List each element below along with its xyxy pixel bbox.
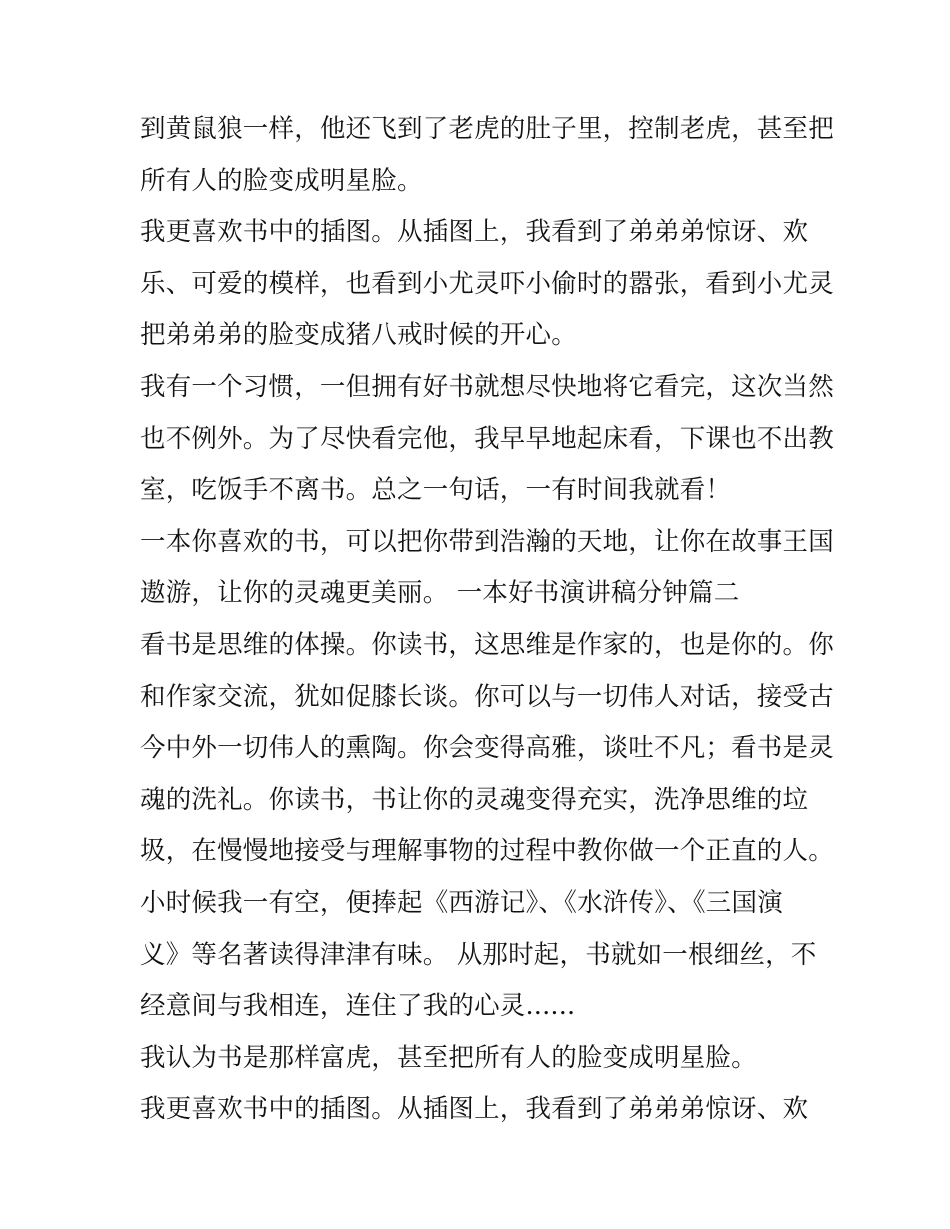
text-line: 室，吃饭手不离书。总之一句话，一有时间我就看！ (140, 475, 732, 506)
text-line: 和作家交流，犹如促膝长谈。你可以与一切伟人对话，接受古 (140, 681, 834, 712)
text-line: 所有人的脸变成明星脸。 (140, 165, 423, 196)
text-line: 把弟弟弟的脸变成猪八戒时候的开心。 (140, 320, 577, 351)
text-line: 经意间与我相连，连住了我的心灵...... (140, 991, 576, 1022)
text-line: 我认为书是那样富虎，甚至把所有人的脸变成明星脸。 (140, 1042, 757, 1073)
text-line: 魂的洗礼。你读书，书让你的灵魂变得充实，洗净思维的垃 (140, 784, 809, 815)
text-line: 看书是思维的体操。你读书，这思维是作家的，也是你的。你 (140, 629, 834, 660)
text-line: 我更喜欢书中的插图。从插图上，我看到了弟弟弟惊讶、欢 (140, 1094, 809, 1125)
text-line: 小时候我一有空，便捧起《西游记》、《水浒传》、《三国演 (140, 887, 783, 918)
text-line: 义》等名著读得津津有味。 从那时起，书就如一根细丝，不 (140, 939, 817, 970)
text-line: 乐、可爱的模样，也看到小尤灵吓小偷时的嚣张，看到小尤灵 (140, 268, 834, 299)
text-line: 也不例外。为了尽快看完他，我早早地起床看，下课也不出教 (140, 423, 834, 454)
text-line: 遨游，让你的灵魂更美丽。 一本好书演讲稿分钟篇二 (140, 578, 740, 609)
text-line: 到黄鼠狼一样，他还飞到了老虎的肚子里，控制老虎，甚至把 (140, 114, 834, 144)
document-body (140, 104, 834, 1136)
text-line: 今中外一切伟人的熏陶。你会变得高雅，谈吐不凡；看书是灵 (140, 733, 834, 764)
text-line: 圾，在慢慢地接受与理解事物的过程中教你做一个正直的人。 (140, 836, 834, 867)
text-line: 我更喜欢书中的插图。从插图上，我看到了弟弟弟惊讶、欢 (140, 217, 809, 248)
text-line: 我有一个习惯，一但拥有好书就想尽快地将它看完，这次当然 (140, 371, 834, 402)
text-line: 一本你喜欢的书，可以把你带到浩瀚的天地，让你在故事王国 (140, 526, 834, 557)
